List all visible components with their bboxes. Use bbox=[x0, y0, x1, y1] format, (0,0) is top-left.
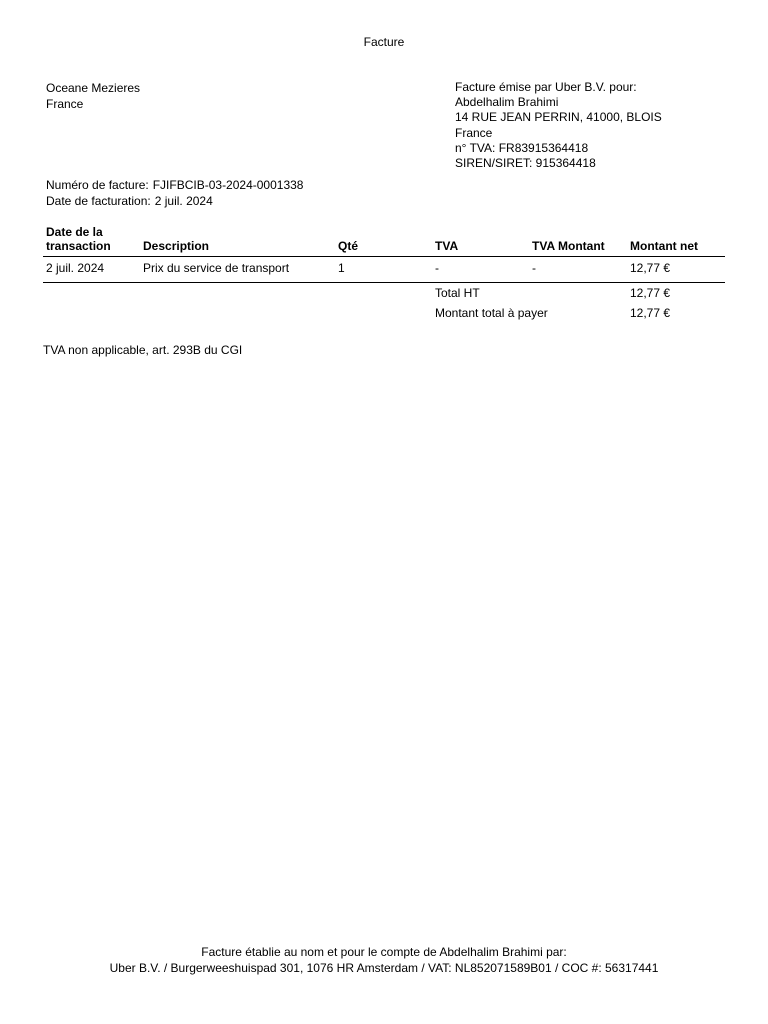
invoice-date-row bbox=[46, 193, 303, 209]
client-address-block bbox=[46, 80, 140, 112]
header-net-amount: Montant net bbox=[627, 223, 725, 257]
issuer-address: 14 RUE JEAN PERRIN, 41000, BLOIS bbox=[455, 110, 662, 125]
table-header-row bbox=[43, 223, 725, 257]
footer-line-1: Facture établie au nom et pour le compte de Abdelhalim Brahimi par: bbox=[201, 945, 567, 959]
client-name: Oceane Mezieres bbox=[46, 81, 141, 95]
issuer-name: Abdelhalim Brahimi bbox=[455, 95, 559, 110]
invoice-date-label: Date de facturation: bbox=[46, 194, 151, 208]
header-vat-amount: TVA Montant bbox=[529, 223, 627, 257]
table-row bbox=[43, 257, 725, 283]
issuer-address-block bbox=[455, 80, 662, 171]
invoice-number-label: Numéro de facture: bbox=[46, 178, 149, 192]
row-vat: - bbox=[432, 257, 529, 283]
invoice-number-row bbox=[46, 177, 303, 193]
issuer-heading: Facture émise par Uber B.V. pour: bbox=[455, 80, 637, 94]
invoice-number-value: FJIFBCIB-03-2024-0001338 bbox=[152, 178, 304, 192]
row-net-amount: 12,77 € bbox=[627, 257, 725, 283]
total-due-label: Montant total à payer bbox=[435, 306, 548, 320]
header-date: Date de la transaction bbox=[43, 223, 140, 257]
row-date: 2 juil. 2024 bbox=[43, 257, 140, 283]
total-ht-value: 12,77 € bbox=[630, 286, 671, 300]
total-ht-label: Total HT bbox=[435, 286, 480, 300]
issuer-country: France bbox=[455, 125, 493, 140]
header-description: Description bbox=[140, 223, 335, 257]
row-vat-amount: - bbox=[529, 257, 627, 283]
issuer-vat: n° TVA: FR83915364418 bbox=[455, 140, 589, 155]
client-country: France bbox=[46, 97, 84, 111]
invoice-date-value: 2 juil. 2024 bbox=[154, 194, 213, 208]
total-due-value: 12,77 € bbox=[630, 306, 671, 320]
total-due-row bbox=[435, 303, 715, 323]
row-qty: 1 bbox=[335, 257, 432, 283]
page-title: Facture bbox=[363, 35, 405, 49]
line-items-table bbox=[43, 223, 725, 283]
issuer-siren: SIREN/SIRET: 915364418 bbox=[455, 156, 596, 171]
totals-block bbox=[435, 283, 715, 323]
header-qty: Qté bbox=[335, 223, 432, 257]
vat-note: TVA non applicable, art. 293B du CGI bbox=[43, 343, 243, 357]
row-description: Prix du service de transport bbox=[140, 257, 335, 283]
invoice-meta bbox=[46, 177, 303, 209]
footer bbox=[0, 944, 768, 976]
header-vat: TVA bbox=[432, 223, 529, 257]
total-ht-row bbox=[435, 283, 715, 303]
footer-line-2: Uber B.V. / Burgerweeshuispad 301, 1076 HR Amsterdam / VAT: NL852071589B01 / COC #: 56317441 bbox=[109, 961, 659, 975]
